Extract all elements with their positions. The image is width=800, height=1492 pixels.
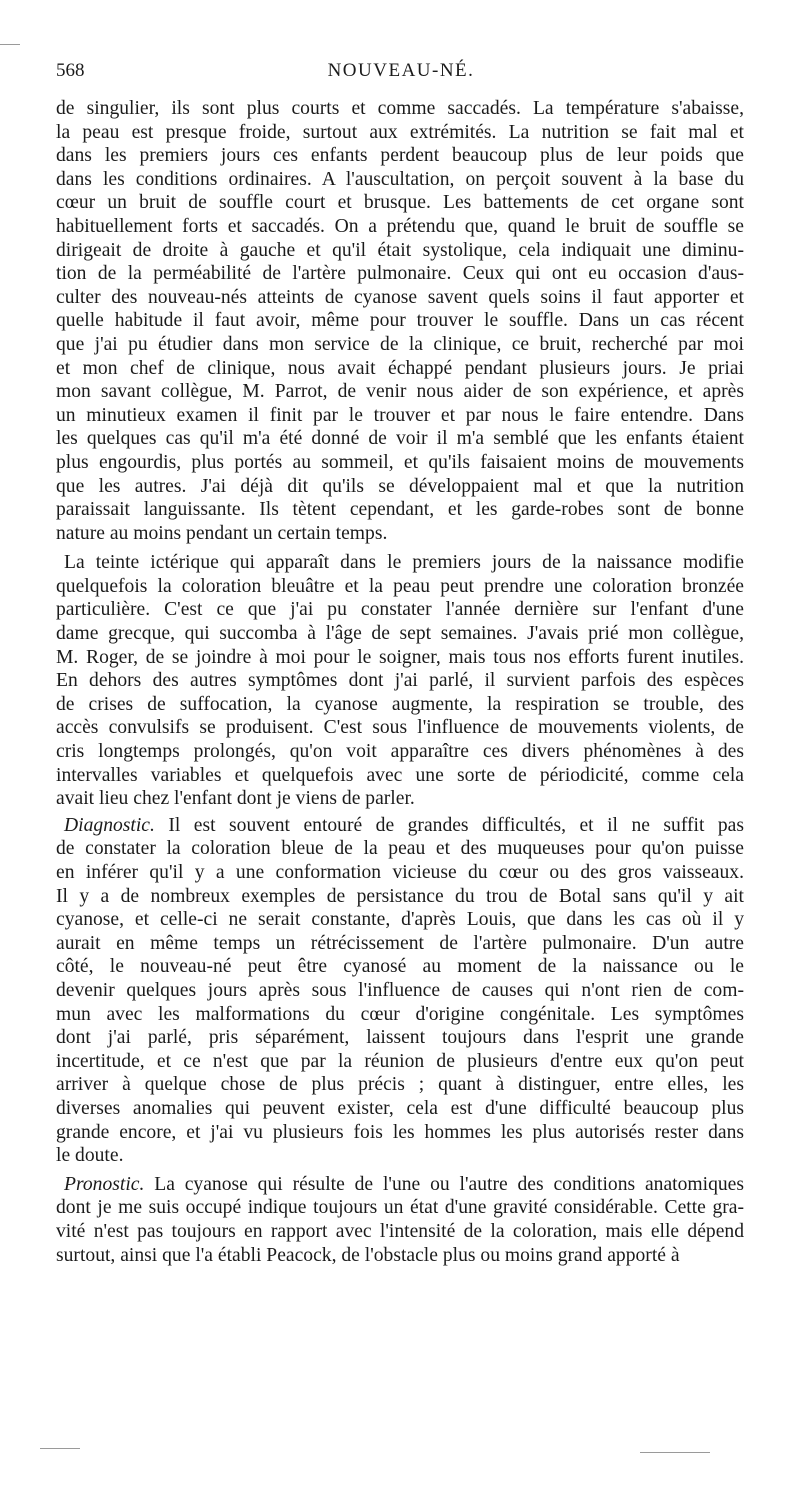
line-text: que les autres. J'ai déjà dit qu'ils se développaient mal et que la nutrition — [56, 475, 744, 497]
page-number: 568 — [56, 60, 85, 81]
scan-speck — [640, 1452, 710, 1453]
text-line — [56, 1026, 744, 1050]
paragraph — [56, 551, 744, 811]
line-text: intervalles variables et quelquefois avec une sorte de périodicité, comme cela — [56, 764, 744, 786]
text-line — [56, 669, 744, 693]
text-line — [56, 475, 744, 499]
line-text: de constater la coloration bleue de la peau et des muqueuses pour qu'on puisse — [56, 838, 744, 860]
line-text: La cyanose qui résulte de l'une ou l'autre des conditions anatomiques — [144, 1173, 744, 1195]
text-line — [56, 598, 744, 622]
text-line — [56, 1220, 744, 1244]
line-text: un minutieux examen il finit par le trouver et par nous le faire entendre. Dans — [56, 404, 744, 426]
line-text: Il y a de nombreux exemples de persistance du trou de Botal sans qu'il y ait — [56, 885, 744, 907]
text-line — [56, 191, 744, 215]
line-text: incertitude, et ce n'est que par la réunion de plusieurs d'entre eux qu'on peut — [56, 1050, 744, 1072]
scan-speck — [40, 1448, 80, 1449]
text-line — [56, 498, 744, 522]
line-text: aurait en même temps un rétrécissement de l'artère pulmonaire. D'un autre — [56, 932, 744, 954]
line-text: paraissait languissante. Ils tètent cependant, et les garde-robes sont de bonne — [56, 499, 744, 521]
text-line — [56, 168, 744, 192]
text-line — [56, 861, 744, 885]
line-text: quelquefois la coloration bleuâtre et la peau peut prendre une coloration bronzée — [56, 575, 744, 597]
line-text: les quelques cas qu'il m'a été donné de voir il m'a semblé que les enfants étaient — [56, 428, 744, 450]
text-line — [56, 262, 744, 286]
paragraph — [56, 1173, 744, 1267]
line-text: particulière. C'est ce que j'ai pu constater l'année dernière sur l'enfant d'une — [56, 599, 744, 621]
line-text: dame grecque, qui succomba à l'âge de sept semaines. J'avais prié mon collègue, — [56, 623, 744, 645]
text-line — [56, 764, 744, 788]
line-text: dont je me suis occupé indique toujours un état d'une gravité considérable. Cette gra- — [56, 1197, 744, 1219]
line-text: culter des nouveau-nés atteints de cyanose savent quels soins il faut apporter et — [56, 286, 744, 308]
line-text: le doute. — [56, 1145, 124, 1167]
text-line — [56, 522, 744, 546]
line-text: vité n'est pas toujours en rapport avec l'intensité de la coloration, mais elle dépend — [56, 1220, 744, 1242]
line-text: dans les premiers jours ces enfants perdent beaucoup plus de leur poids que — [56, 145, 744, 167]
text-line — [56, 451, 744, 475]
body-text — [56, 97, 744, 1267]
line-text: et mon chef de clinique, nous avait échappé pendant plusieurs jours. Je priai — [56, 357, 744, 379]
running-title: NOUVEAU-NÉ. — [327, 60, 475, 81]
text-line — [56, 622, 744, 646]
page-header — [56, 60, 746, 86]
text-line — [56, 979, 744, 1003]
text-line — [56, 1121, 744, 1145]
text-line — [56, 908, 744, 932]
line-text: de singulier, ils sont plus courts et comme saccadés. La température s'abaisse, — [56, 98, 744, 119]
text-line — [56, 955, 744, 979]
text-line — [56, 144, 744, 168]
text-line — [56, 787, 744, 811]
text-line — [56, 427, 744, 451]
line-text: la peau est presque froide, surtout aux extrémités. La nutrition se fait mal et — [56, 121, 744, 143]
section-heading: Diagnostic. — [64, 814, 155, 836]
line-text: tion de la perméabilité de l'artère pulmonaire. Ceux qui ont eu occasion d'aus- — [56, 263, 744, 285]
line-text: arriver à quelque chose de plus précis ; quant à distinguer, entre elles, les — [56, 1074, 744, 1096]
line-text: côté, le nouveau-né peut être cyanosé au moment de la naissance ou le — [56, 956, 744, 978]
text-line — [56, 404, 744, 428]
line-text: avait lieu chez l'enfant dont je viens de parler. — [56, 788, 415, 810]
line-text: en inférer qu'il y a une conformation vicieuse du cœur ou des gros vaisseaux. — [56, 862, 744, 883]
line-text: M. Roger, de se joindre à moi pour le soigner, mais tous nos efforts furent inutiles. — [56, 646, 744, 668]
text-line — [56, 646, 744, 670]
line-text: cris longtemps prolongés, qu'on voit apparaître ces divers phénomènes à des — [56, 741, 744, 763]
text-line — [56, 1196, 744, 1220]
text-line — [56, 97, 744, 121]
line-text: diverses anomalies qui peuvent exister, cela est d'une difficulté beaucoup plus — [56, 1097, 744, 1119]
text-line — [56, 1097, 744, 1121]
text-line — [56, 1173, 744, 1197]
line-text: accès convulsifs se produisent. C'est sous l'influence de mouvements violents, de — [56, 717, 744, 739]
text-line — [56, 1073, 744, 1097]
line-text: surtout, ainsi que l'a établi Peacock, de l'obstacle plus ou moins grand apporté à — [56, 1244, 680, 1266]
line-text: dont j'ai parlé, pris séparément, laissent toujours dans l'esprit une grande — [56, 1027, 744, 1049]
text-line — [56, 693, 744, 717]
text-line — [56, 716, 744, 740]
text-line — [56, 333, 744, 357]
text-line — [56, 932, 744, 956]
text-line — [56, 885, 744, 909]
text-line — [56, 1050, 744, 1074]
line-text: cyanose, et celle-ci ne serait constante, d'après Louis, que dans les cas où il y — [56, 909, 744, 931]
text-line — [56, 814, 744, 838]
text-line — [56, 309, 744, 333]
line-text: dirigeait de droite à gauche et qu'il était systolique, cela indiquait une diminu- — [56, 239, 744, 261]
text-line — [56, 1144, 744, 1168]
paragraph — [56, 97, 744, 545]
line-text: plus engourdis, plus portés au sommeil, et qu'ils faisaient moins de mouvements — [56, 451, 744, 473]
text-line — [56, 215, 744, 239]
line-text: habituellement forts et saccadés. On a prétendu que, quand le bruit de souffle se — [56, 215, 744, 237]
text-line — [56, 1244, 744, 1268]
text-line — [56, 121, 744, 145]
section-heading: Pronostic. — [64, 1173, 145, 1195]
text-line — [56, 740, 744, 764]
scan-speck — [0, 44, 20, 45]
line-text: La teinte ictérique qui apparaît dans le premiers jours de la naissance modifie — [64, 552, 744, 574]
text-line — [56, 551, 744, 575]
line-text: mun avec les malformations du cœur d'origine congénitale. Les symptômes — [56, 1003, 744, 1025]
line-text: dans les conditions ordinaires. A l'auscultation, on perçoit souvent à la base du — [56, 168, 744, 190]
text-line — [56, 357, 744, 381]
line-text: quelle habitude il faut avoir, même pour trouver le souffle. Dans un cas récent — [56, 310, 744, 332]
text-line — [56, 575, 744, 599]
line-text: En dehors des autres symptômes dont j'ai parlé, il survient parfois des espèces — [56, 670, 744, 692]
text-line — [56, 1003, 744, 1027]
line-text: grande encore, et j'ai vu plusieurs fois les hommes les plus autorisés rester dans — [56, 1121, 744, 1143]
line-text: Il est souvent entouré de grandes difficultés, et il ne suffit pas — [154, 814, 744, 836]
text-line — [56, 239, 744, 263]
text-line — [56, 286, 744, 310]
text-line — [56, 380, 744, 404]
line-text: mon savant collègue, M. Parrot, de venir nous aider de son expérience, et après — [56, 381, 744, 403]
text-line — [56, 837, 744, 861]
line-text: cœur un bruit de souffle court et brusque. Les battements de cet organe sont — [56, 192, 744, 214]
line-text: que j'ai pu étudier dans mon service de la clinique, ce bruit, recherché par moi — [56, 333, 744, 355]
line-text: de crises de suffocation, la cyanose augmente, la respiration se trouble, des — [56, 693, 744, 715]
line-text: devenir quelques jours après sous l'influence de causes qui n'ont rien de com- — [56, 979, 744, 1001]
paragraph — [56, 814, 744, 1168]
line-text: nature au moins pendant un certain temps. — [56, 522, 388, 544]
